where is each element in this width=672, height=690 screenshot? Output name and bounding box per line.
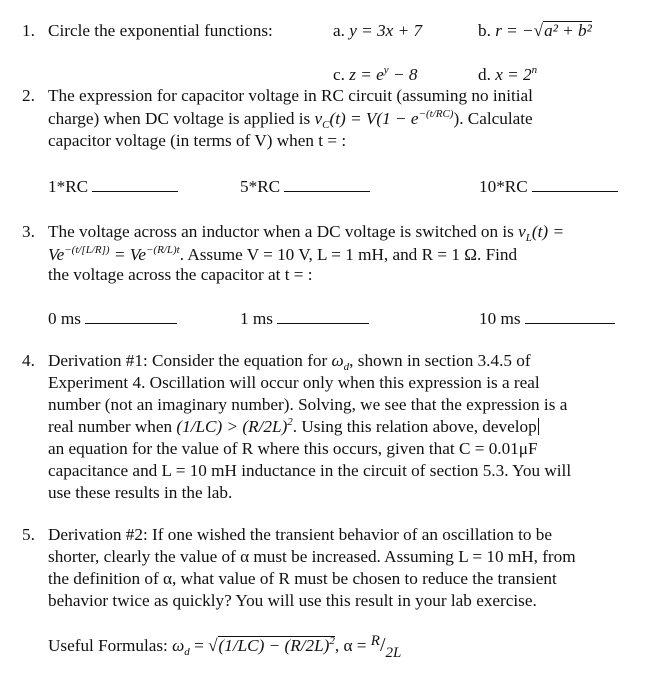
q1-option-b-radicand: a² + b² (544, 21, 592, 40)
q2-answer-1-blank[interactable] (92, 177, 178, 192)
q3-answer-1-blank[interactable] (85, 309, 177, 324)
q1-option-a (333, 20, 422, 42)
q2-number: 2. (22, 86, 35, 105)
q2-answer-3-blank[interactable] (532, 177, 618, 192)
q1-option-c-label: c. (333, 65, 345, 84)
q3-line1-post: (t) = (531, 222, 565, 241)
q1-option-d-label: d. (478, 65, 491, 84)
q4-inequality: (1/LC) > (R/2L) (176, 417, 288, 436)
q3-line1 (48, 221, 564, 243)
q5-line2: shorter, clearly the value of α must be increased. Assuming L = 10 mH, from (48, 547, 576, 566)
q2-exp: −(t/RC) (418, 108, 454, 120)
q2-line2 (48, 108, 533, 130)
q3-line2 (48, 244, 517, 266)
q4-line3: number (not an imaginary number). Solving, we see that the expression is a (48, 395, 568, 414)
q4-line7: use these results in the lab. (48, 483, 233, 502)
q5-line3: the definition of α, what value of R must be chosen to reduce the transient (48, 569, 557, 588)
q4-inequality-exp: 2 (287, 416, 293, 428)
q3-ve1: Ve (48, 245, 65, 264)
formulas-label: Useful Formulas: (48, 636, 168, 655)
formulas-frac-slash: / (379, 634, 386, 656)
q4-line4 (48, 416, 539, 438)
formulas-frac-den: 2L (385, 645, 402, 661)
q1-option-c (333, 64, 417, 86)
q1-option-d-lhs: x = 2 (495, 65, 532, 84)
q4-line6: capacitance and L = 10 mH inductance in the circuit of section 5.3. You will (48, 461, 572, 480)
q3-exp1: −(t/[L/R]) (64, 244, 110, 256)
q4-line2: Experiment 4. Oscillation will occur only when this expression is a real (48, 373, 540, 392)
q3-vl: v (518, 222, 526, 241)
formulas-radicand-text: (1/LC) − (R/2L) (218, 636, 330, 655)
q2-answer-2-label: 5*RC (240, 177, 281, 196)
q1-option-b (478, 20, 592, 42)
formulas-radicand-exp: 2 (329, 635, 335, 647)
q5-line1: Derivation #2: If one wished the transient behavior of an oscillation to be (48, 525, 553, 544)
q1-option-c-lhs: z = e (349, 65, 384, 84)
q4-line1-post: , shown in section 3.4.5 of (349, 351, 531, 370)
q4-omega-sub: d (343, 361, 350, 373)
q2-vc-sub: C (322, 119, 330, 131)
text-cursor (538, 418, 539, 435)
q2-answer-2-blank[interactable] (284, 177, 370, 192)
radical-sign-icon: √ (208, 636, 218, 655)
q2-answer-2 (240, 176, 370, 198)
formulas-omega-sub: d (184, 646, 190, 658)
q2-line2-post: ). Calculate (453, 109, 533, 128)
q2-line3: capacitor voltage (in terms of V) when t = : (48, 131, 347, 150)
q3-answer-1-label: 0 ms (48, 309, 81, 328)
q1-option-b-label: b. (478, 21, 491, 40)
q4-omega: ω (331, 351, 344, 370)
formulas-eq: = (189, 636, 209, 655)
q4-line1-pre: Derivation #1: Consider the equation for (48, 351, 332, 370)
q2-line2-pre: charge) when DC voltage is applied is (48, 109, 315, 128)
q3-ve2: = Ve (109, 245, 146, 264)
q4-line4-pre: real number when (48, 417, 177, 436)
q2-answer-3-label: 10*RC (479, 177, 528, 196)
q2-answer-1-label: 1*RC (48, 177, 89, 196)
formulas-radicand (218, 636, 335, 655)
q4-line5: an equation for the value of R where this occurs, given that C = 0.01μF (48, 439, 538, 458)
q2-answer-3 (479, 176, 618, 198)
formulas-omega: ω (172, 636, 185, 655)
formulas-frac-num: R (370, 633, 380, 649)
q4-number: 4. (22, 351, 35, 370)
radical-sign-icon: √ (533, 21, 544, 40)
q5-line4: behavior twice as quickly? You will use this result in your lab exercise. (48, 591, 537, 610)
q3-answer-3-blank[interactable] (525, 309, 615, 324)
q3-exp2: −(R/L)t (145, 244, 180, 256)
formulas-alpha: , α = (334, 636, 371, 655)
q1-option-d (478, 64, 537, 86)
q3-answer-3-label: 10 ms (479, 309, 521, 328)
q4-line1 (48, 350, 531, 372)
useful-formulas (48, 633, 402, 661)
q3-answer-3 (479, 308, 615, 330)
q3-line3: the voltage across the capacitor at t = : (48, 265, 313, 284)
q5-number: 5. (22, 525, 35, 544)
q1-option-d-exp: n (531, 64, 538, 76)
q1-option-b-lhs: r = − (495, 21, 534, 40)
q1-option-a-label: a. (333, 21, 345, 40)
q3-answer-2 (240, 308, 369, 330)
q1-option-c-exp: y (383, 64, 389, 76)
q1-number: 1. (22, 21, 35, 40)
q1-prompt: Circle the exponential functions: (48, 21, 273, 40)
q3-answer-1 (48, 308, 177, 330)
q3-line2-post: . Assume V = 10 V, L = 1 mH, and R = 1 Ω. Find (179, 245, 518, 264)
q3-answer-2-blank[interactable] (277, 309, 369, 324)
q3-vl-sub: L (525, 232, 532, 244)
q1-option-c-rhs: − 8 (388, 65, 418, 84)
q2-answer-1 (48, 176, 178, 198)
q2-eq: (t) = V(1 − e (329, 109, 419, 128)
q4-line4-post: . Using this relation above, develop (292, 417, 537, 436)
q3-answer-2-label: 1 ms (240, 309, 273, 328)
q2-line1: The expression for capacitor voltage in RC circuit (assuming no initial (48, 86, 533, 105)
q3-number: 3. (22, 222, 35, 241)
q1-option-a-expr: y = 3x + 7 (349, 21, 423, 40)
q3-line1-pre: The voltage across an inductor when a DC voltage is switched on is (48, 222, 519, 241)
q2-vc: v (314, 109, 323, 128)
